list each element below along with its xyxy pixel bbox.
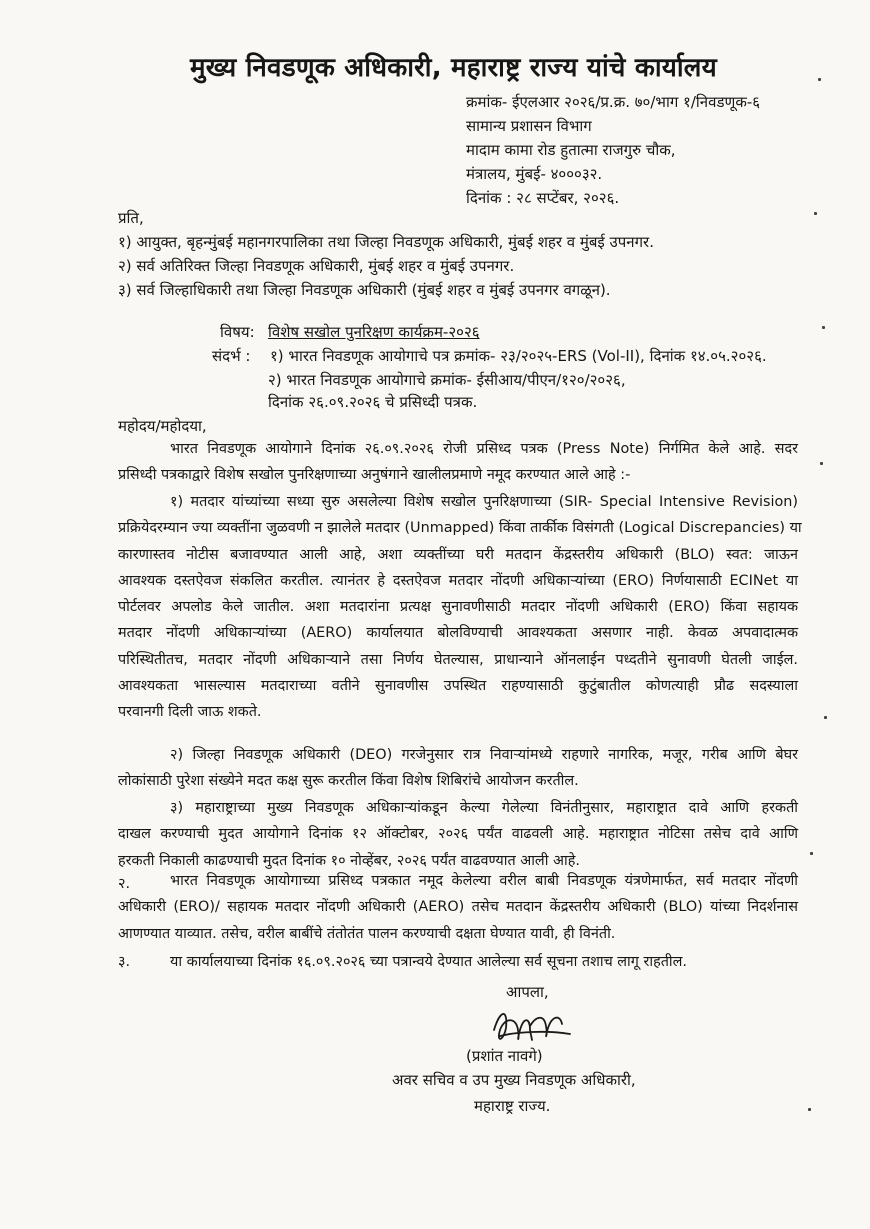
section-3-text: या कार्यालयाच्या दिनांक १६.०९.२०२६ च्या पत्रान्वये देण्यात आलेल्या सर्व सूचना तशाच लागू राहतील. xyxy=(170,954,687,970)
handwritten-signature xyxy=(486,1000,576,1050)
reference-number: क्रमांक- ईएलआर २०२६/प्र.क्र. ७०/भाग १/निवडणूक-६ xyxy=(466,93,761,111)
point-3-paragraph xyxy=(118,795,798,874)
recipient-item: २) सर्व अतिरिक्त जिल्हा निवडणूक अधिकारी, मुंबई शहर व मुंबई उपनगर. xyxy=(118,257,515,275)
section-2-number: २. xyxy=(118,876,131,892)
point-1-paragraph xyxy=(118,489,802,726)
text-line: ३) महाराष्ट्राच्या मुख्य निवडणूक अधिकाऱ्यांकडून केल्या गेलेल्या विनंतीनुसार, महाराष्ट्रात दावे आणि हरकती xyxy=(170,800,798,816)
scan-speck xyxy=(822,326,825,329)
recipients-label: प्रति, xyxy=(118,209,144,227)
text-line: परिस्थितीतच, मतदार नोंदणी अधिकाऱ्याने तसा निर्णय घेतल्यास, प्राधान्याने ऑनलाईन पध्दतीने सुनावणी घेतली जाईल. xyxy=(118,651,798,668)
text-line: प्रसिध्दी पत्रकाद्वारे विशेष सखोल पुनरिक्षणाच्या अनुषंगाने खालीलप्रमाणे नमूद करण्यात आले आहे :- xyxy=(118,467,631,484)
reference-2: २) भारत निवडणूक आयोगाचे क्रमांक- ईसीआय/पीएन/१२०/२०२६, xyxy=(268,371,626,389)
text-line: लोकांसाठी पुरेशा संख्येने मदत कक्ष सुरू करतील किंवा विशेष शिबिरांचे आयोजन करतील. xyxy=(118,773,579,790)
closing-text: आपला, xyxy=(506,983,549,1001)
text-line: प्रक्रियेदरम्यान ज्या व्यक्तींना जुळवणी न झालेले मतदार (Unmapped) किंवा तार्कीक विसंगती (Logical Discrepancies) या xyxy=(118,520,802,537)
text-line: आणण्यात याव्यात. तसेच, वरील बाबींचे तंतोतंत पालन करण्याची दक्षता घेण्यात यावी, ही विनंती. xyxy=(118,925,616,942)
text-line: अधिकारी (ERO)/ सहायक मतदार नोंदणी अधिकारी (AERO) तसेच मतदान केंद्रस्तरीय अधिकारी (BLO) यांच्या निदर्शनास xyxy=(118,899,798,916)
address-line-2: मंत्रालय, मुंबई- ४०००३२. xyxy=(466,165,603,183)
text-line: आवश्यकता भासल्यास मतदाराच्या वतीने सुनावणीस उपस्थित राहण्यासाठी कुटुंबातील कोणत्याही प्रौढ सदस्याला xyxy=(118,678,798,695)
scan-speck xyxy=(818,78,821,81)
recipient-item: १) आयुक्त, बृहन्मुंबई महानगरपालिका तथा जिल्हा निवडणूक अधिकारी, मुंबई शहर व मुंबई उपनगर. xyxy=(118,233,654,251)
text-line: दाखल करण्याची मुदत आयोगाने दिनांक १२ ऑक्टोबर, २०२६ पर्यंत वाढवली आहे. महाराष्ट्रात नोटिसा तसेच दावे आणि xyxy=(118,826,798,843)
scan-speck xyxy=(814,212,817,215)
scan-speck xyxy=(820,462,823,465)
department-name: सामान्य प्रशासन विभाग xyxy=(466,117,592,135)
text-line: पोर्टलवर अपलोड केले जातील. अशा मतदारांना प्रत्यक्ष सुनावणीसाठी मतदार नोंदणी अधिकारी (ERO) किंवा सहायक xyxy=(118,599,798,616)
signatory-name: (प्रशांत नावगे) xyxy=(466,1047,543,1065)
point-2-paragraph xyxy=(118,742,798,795)
section-2-paragraph xyxy=(118,868,798,947)
text-line: परवानगी दिली जाऊ शकते. xyxy=(118,704,262,721)
scan-speck xyxy=(810,852,813,855)
section-3-number: ३. xyxy=(118,954,131,970)
subject-label: विषय: xyxy=(220,323,255,341)
text-line: १) मतदार यांच्यांच्या सध्या सुरु असलेल्या विशेष सखोल पुनरिक्षणाच्या (SIR- Special Intensive Revision) xyxy=(170,494,798,510)
reference-1: १) भारत निवडणूक आयोगाचे पत्र क्रमांक- २३/२०२५-ERS (Vol-II), दिनांक १४.०५.२०२६. xyxy=(270,347,767,365)
intro-paragraph xyxy=(118,436,798,489)
text-line: भारत निवडणूक आयोगाने दिनांक २६.०९.२०२६ रोजी प्रसिध्द पत्रक (Press Note) निर्गमित केले आहे. सदर xyxy=(170,441,798,457)
subject-text: विशेष सखोल पुनरिक्षण कार्यक्रम-२०२६ xyxy=(268,323,480,341)
scan-speck xyxy=(808,1108,811,1111)
text-line: मतदार नोंदणी अधिकाऱ्यांच्या (AERO) कार्यालयात बोलविण्याची आवश्यकता असणार नाही. केवळ अपवादात्मक xyxy=(118,625,798,642)
reference-label: संदर्भ : xyxy=(212,347,251,365)
signatory-state: महाराष्ट्र राज्य. xyxy=(474,1097,551,1115)
address-line-1: मादाम कामा रोड हुतात्मा राजगुरु चौक, xyxy=(466,141,676,159)
text-line: कारणास्तव नोटीस बजावण्यात आली आहे, अशा व्यक्तींच्या घरी मतदान केंद्रस्तरीय अधिकारी (BLO) स्वत: जाऊन xyxy=(118,546,798,563)
text-line: हरकती निकाली काढण्याची मुदत दिनांक १० नोव्हेंबर, २०२६ पर्यंत वाढवण्यात आली आहे. xyxy=(118,852,580,869)
reference-2-date: दिनांक २६.०९.२०२६ चे प्रसिध्दी पत्रक. xyxy=(268,393,478,411)
text-line: आवश्यक दस्तऐवज संकलित करतील. त्यानंतर हे दस्तऐवज मतदार नोंदणी अधिकाऱ्यांच्या (ERO) निर्णयासाठी ECINet या xyxy=(118,572,798,589)
scan-speck xyxy=(824,716,827,719)
text-line: भारत निवडणूक आयोगाच्या प्रसिध्द पत्रकात नमूद केलेल्या वरील बाबी निवडणूक यंत्रणेमार्फत, सर्व मतदार नोंदणी xyxy=(170,873,798,889)
office-title: मुख्य निवडणूक अधिकारी, महाराष्ट्र राज्य यांचे कार्यालय xyxy=(190,53,717,83)
letter-date: दिनांक : २८ सप्टेंबर, २०२६. xyxy=(466,189,620,207)
signatory-designation: अवर सचिव व उप मुख्य निवडणूक अधिकारी, xyxy=(392,1071,636,1089)
recipient-item: ३) सर्व जिल्हाधिकारी तथा जिल्हा निवडणूक अधिकारी (मुंबई शहर व मुंबई उपनगर वगळून). xyxy=(118,281,611,299)
text-line: २) जिल्हा निवडणूक अधिकारी (DEO) गरजेनुसार रात्र निवाऱ्यांमध्ये राहणारे नागरिक, मजूर, गरीब आणि बेघर xyxy=(170,747,798,763)
salutation: महोदय/महोदया, xyxy=(118,417,207,435)
